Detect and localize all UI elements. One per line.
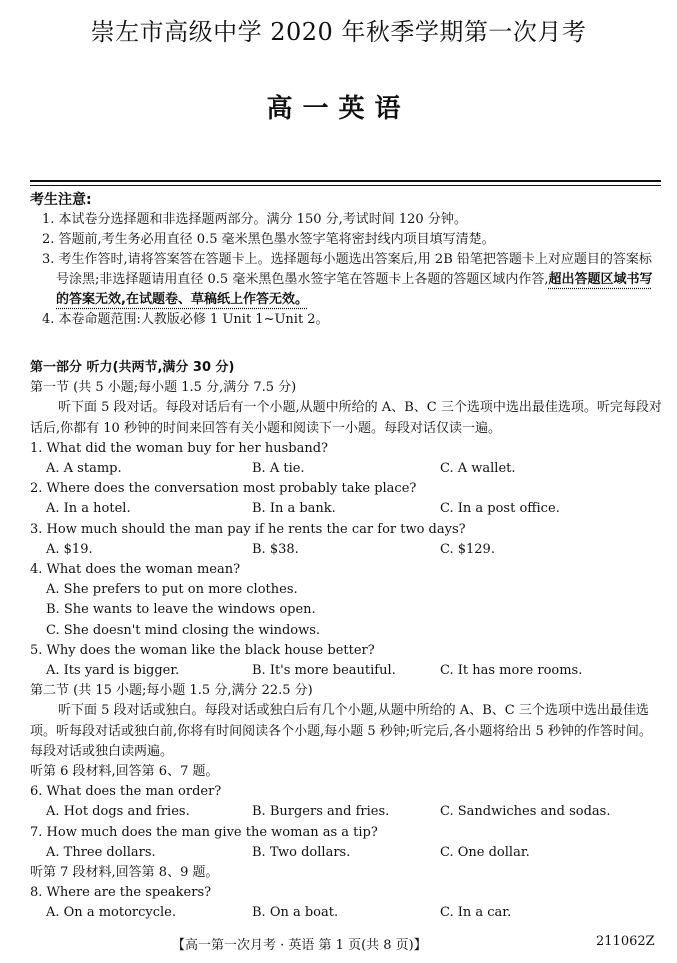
question-text: 7. How much does the man give the woman as a tip? [30, 824, 378, 840]
option-a: A. Its yard is bigger. [46, 663, 180, 679]
notice-item: 1. 本试卷分选择题和非选择题两部分。满分 150 分,考试时间 120 分钟。 [42, 212, 467, 227]
option-a: A. She prefers to put on more clothes. [46, 582, 298, 598]
option-b: B. Burgers and fries. [252, 804, 390, 820]
part-heading: 第一部分 听力(共两节,满分 30 分) [30, 360, 235, 375]
question-options [30, 540, 662, 560]
option-c: C. Sandwiches and sodas. [440, 804, 611, 820]
material-label: 听第 7 段材料,回答第 8、9 题。 [30, 865, 219, 881]
question-options [30, 802, 662, 822]
divider-thick [30, 180, 661, 182]
notice-item-emphasis: 超出答题区域书写的答案无效,在试题卷、草稿纸上作答无效。 [56, 272, 653, 307]
question-options [30, 499, 662, 519]
option-b: B. A tie. [252, 461, 305, 477]
question-text: 5. Why does the woman like the black house better? [30, 642, 375, 658]
option-c: C. She doesn't mind closing the windows. [46, 622, 321, 638]
option-c: C. A wallet. [440, 461, 516, 477]
listening-part [30, 358, 662, 924]
candidate-notice [30, 190, 660, 330]
option-a: A. $19. [46, 541, 93, 557]
notice-item [30, 250, 660, 310]
option-c: C. $129. [440, 541, 495, 557]
question-text: 1. What did the woman buy for her husband? [30, 440, 328, 456]
question-options [30, 903, 662, 923]
question-options [30, 661, 662, 681]
question-options [30, 459, 662, 479]
option-a: A. A stamp. [46, 461, 122, 477]
section-instructions: 听下面 5 段对话。每段对话后有一个小题,从题中所给的 A、B、C 三个选项中选出最佳选项。听完每段对话后,你都有 10 秒钟的时间来回答有关小题和阅读下一小题。每段对话仅读一遍。 [30, 400, 662, 436]
option-a: A. In a hotel. [46, 501, 131, 517]
notice-item-text: 3. 考生作答时,请将答案答在答题卡上。选择题每小题选出答案后,用 2B 铅笔把答题卡上对应题目的答案标号涂黑;非选择题请用直径 0.5 毫米黑色墨水签字笔在答题卡上各题的答题区域内作答, [42, 252, 652, 287]
footer-code: 211062Z [596, 934, 655, 949]
footer-page-info: 【高一第一次月考 · 英语 第 1 页(共 8 页)】 [172, 938, 427, 953]
option-c: C. One dollar. [440, 844, 530, 860]
question-options [30, 843, 662, 863]
material-label: 听第 6 段材料,回答第 6、7 题。 [30, 764, 219, 780]
question-text: 4. What does the woman mean? [30, 562, 241, 578]
notice-item: 4. 本卷命题范围:人教版必修 1 Unit 1~Unit 2。 [42, 312, 329, 327]
option-b: B. Two dollars. [252, 844, 351, 860]
option-b: B. $38. [252, 541, 299, 557]
divider-thin [30, 185, 661, 186]
option-c: C. In a post office. [440, 501, 560, 517]
question-text: 2. Where does the conversation most probably take place? [30, 481, 417, 497]
section-heading: 第一节 (共 5 小题;每小题 1.5 分,满分 7.5 分) [30, 380, 297, 396]
option-b: B. It's more beautiful. [252, 663, 396, 679]
notice-item: 2. 答题前,考生务必用直径 0.5 毫米黑色墨水签字笔将密封线内项目填写清楚。 [42, 232, 495, 247]
option-a: A. Three dollars. [46, 844, 156, 860]
option-a: A. On a motorcycle. [46, 905, 177, 921]
option-b: B. On a boat. [252, 905, 339, 921]
option-b: B. In a bank. [252, 501, 336, 517]
option-c: C. In a car. [440, 905, 512, 921]
question-text: 8. Where are the speakers? [30, 885, 212, 901]
option-c: C. It has more rooms. [440, 663, 583, 679]
notice-heading: 考生注意: [30, 192, 92, 208]
section-heading: 第二节 (共 15 小题;每小题 1.5 分,满分 22.5 分) [30, 683, 313, 699]
question-text: 3. How much should the man pay if he rents the car for two days? [30, 521, 466, 537]
section-instructions: 听下面 5 段对话或独白。每段对话或独白后有几个小题,从题中所给的 A、B、C 三个选项中选出最佳选项。听每段对话或独白前,你将有时间阅读各个小题,每小题 5 秒钟;听完后,各小题将给出 5 秒钟的作答时间。每段对话或独白读两遍。 [30, 703, 652, 759]
option-a: A. Hot dogs and fries. [46, 804, 190, 820]
question-text: 6. What does the man order? [30, 784, 222, 800]
option-b: B. She wants to leave the windows open. [46, 602, 316, 618]
exam-subject: 高一英语 [266, 94, 411, 124]
exam-title: 崇左市高级中学 2020 年秋季学期第一次月考 [90, 18, 587, 46]
